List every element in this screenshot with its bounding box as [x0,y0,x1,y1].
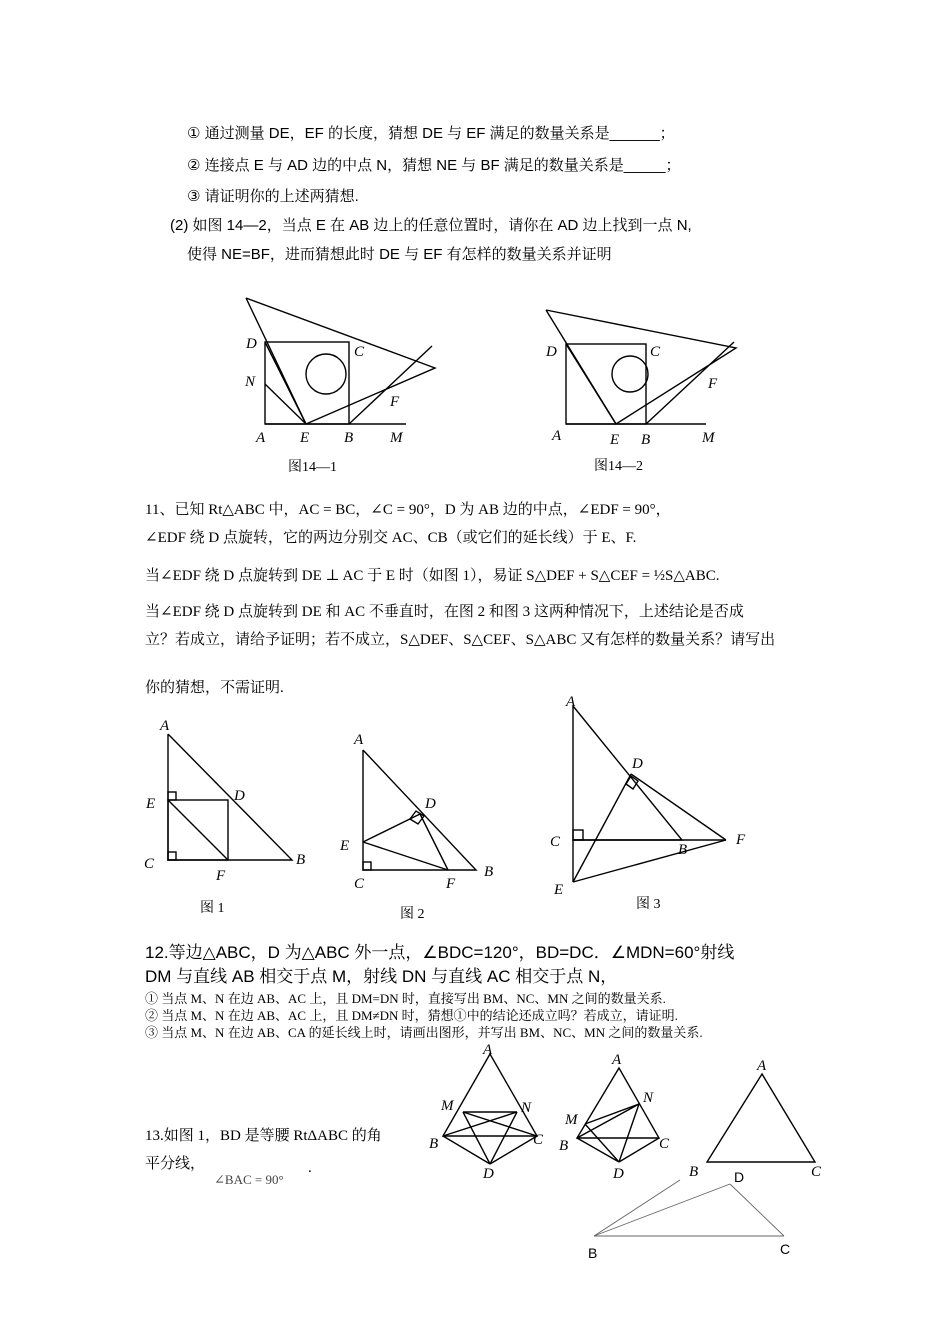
figure-14-2 [530,300,750,480]
label-E: E [340,838,350,854]
q10-sub2-line1: (2) 如图 14—2，当点 E 在 AB 边上的任意位置时，请你在 AD 边上找到一点 N, [170,217,692,234]
q11-fig2-caption: 图 2 [400,907,425,922]
label-F: F [216,868,226,884]
label-C: C [533,1132,544,1148]
q11-figure-2 [330,728,510,928]
q12-figure-c [685,1052,835,1182]
label-B: B [484,864,494,880]
q13-line2: 平分线， [145,1156,206,1172]
q11-figure-3 [540,690,760,920]
q11-line5: 立？若成立，请给予证明；若不成立，S△DEF、S△CEF、S△ABC 又有怎样的数量关系？请写出 [145,632,776,648]
label-A: A [256,430,266,446]
q11-figure-1 [140,712,320,922]
q12-sub2: ② 当点 M、N 在边 AB、AC 上，且 DM≠DN 时，猜想①中的结论还成立吗？若成立，请证明. [145,1008,678,1023]
label-C: C [354,876,365,892]
label-A: A [160,718,170,734]
label-C: C [354,344,365,360]
label-A: A [354,732,364,748]
figure-14-1 [230,290,450,480]
q11-line3: 当∠EDF 绕 D 点旋转到 DE ⊥ AC 于 E 时（如图 1），易证 S△DEF + S△CEF = ½S△ABC. [145,568,720,584]
q11-line1: 11、已知 Rt△ABC 中，AC = BC，∠C = 90°，D 为 AB 边的中点，∠EDF = 90°， [145,502,671,518]
label-B: B [559,1138,569,1154]
label-F: F [736,832,746,848]
q12-sub3: ③ 当点 M、N 在边 AB、CA 的延长线上时，请画出图形，并写出 BM、NC、MN 之间的数量关系. [145,1025,703,1040]
q13-angle: ∠BAC = 90° [214,1172,284,1187]
label-N: N [245,374,256,390]
label-A: A [612,1052,622,1068]
q11-line4: 当∠EDF 绕 D 点旋转到 DE 和 AC 不垂直时，在图 2 和图 3 这两种情况下，上述结论是否成 [145,604,744,620]
label-B: B [588,1245,598,1261]
label-E: E [554,882,564,898]
label-B: B [344,430,354,446]
label-C: C [550,834,561,850]
label-C: C [811,1164,822,1180]
fig14-2-caption: 图14—2 [594,459,643,474]
fig14-1-caption: 图14—1 [288,460,337,475]
label-C: C [650,344,661,360]
label-B: B [689,1164,699,1180]
label-E: E [146,796,156,812]
q10-sub2-line2: 使得 NE=BF，进而猜想此时 DE 与 EF 有怎样的数量关系并证明 [187,246,612,263]
q12-line1: 12.等边△ABC，D 为△ABC 外一点，∠BDC=120°，BD=DC．∠MDN=60°射线 [145,943,735,962]
label-D: D [632,756,643,772]
label-M: M [702,430,715,446]
q11-fig1-caption: 图 1 [200,901,225,916]
q12-line2: DM 与直线 AB 相交于点 M，射线 DN 与直线 AC 相交于点 N， [145,967,618,986]
label-A: A [552,428,562,444]
label-M: M [390,430,403,446]
label-E: E [300,430,310,446]
label-D: D [734,1169,745,1185]
q13-line1: 13.如图 1，BD 是等腰 RtΔABC 的角 [145,1128,382,1144]
label-A: A [757,1058,767,1074]
label-D: D [234,788,245,804]
label-C: C [780,1241,791,1257]
label-D: D [483,1166,494,1182]
label-D: D [425,796,436,812]
label-D: D [246,336,257,352]
q12-sub1: ① 当点 M、N 在边 AB、AC 上，且 DM=DN 时，直接写出 BM、NC、MN 之间的数量关系. [145,991,666,1006]
q11-fig3-caption: 图 3 [636,897,661,912]
q12-figure-a [425,1042,555,1182]
label-C: C [659,1136,670,1152]
q13-period: . [308,1160,312,1176]
label-B: B [296,852,306,868]
label-F: F [390,394,400,410]
label-B: B [641,432,651,448]
label-D: D [546,344,557,360]
q10-part3: ③ 请证明你的上述两猜想. [187,188,359,205]
label-N: N [643,1090,654,1106]
label-C: C [144,856,155,872]
label-B: B [429,1136,439,1152]
label-M: M [565,1112,578,1128]
label-F: F [446,876,456,892]
q10-part1: ① 通过测量 DE，EF 的长度，猜想 DE 与 EF 满足的数量关系是______； [187,125,675,142]
q12-figure-b [555,1048,685,1188]
label-F: F [708,376,718,392]
q13-figure [580,1170,810,1270]
label-B: B [678,842,688,858]
label-N: N [521,1100,532,1116]
q11-line2: ∠EDF 绕 D 点旋转，它的两边分别交 AC、CB（或它们的延长线）于 E、F. [145,530,637,546]
q10-part2: ② 连接点 E 与 AD 边的中点 N，猜想 NE 与 BF 满足的数量关系是_____； [187,157,681,174]
label-D: D [613,1166,624,1182]
q11-line6: 你的猜想，不需证明. [145,680,284,696]
label-E: E [610,432,620,448]
label-A: A [483,1042,493,1058]
label-M: M [441,1098,454,1114]
label-A: A [566,694,576,710]
